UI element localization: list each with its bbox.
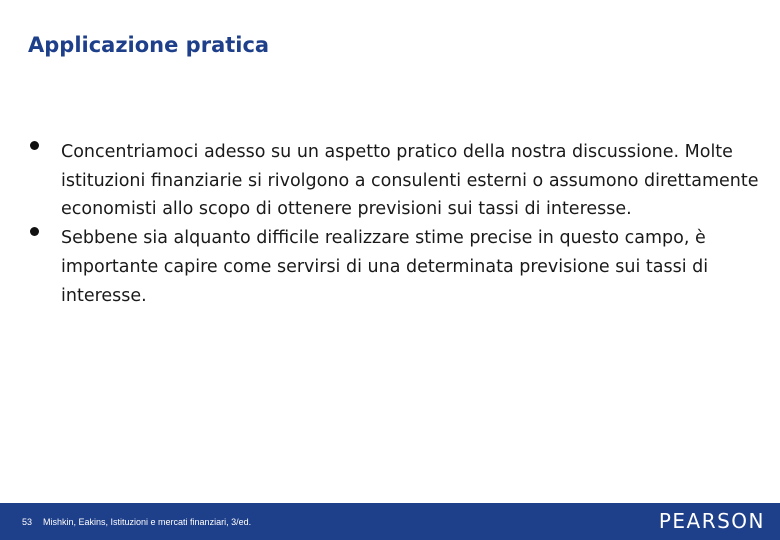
bullet-item	[30, 138, 760, 224]
pearson-logo: PEARSON	[658, 509, 765, 533]
bullet-dot-icon	[30, 227, 39, 236]
slide-title: Applicazione pratica	[28, 33, 270, 57]
footer-citation: Mishkin, Eakins, Istituzioni e mercati finanziari, 3/ed.	[43, 517, 252, 527]
footer-bar	[0, 503, 780, 540]
page-number: 53	[22, 517, 33, 527]
bullet-text: Concentriamoci adesso su un aspetto pratico della nostra discussione. Molte istituzioni finanziarie si rivolgono a consulenti esterni o assumono direttamente economisti allo scopo di ottenere previsioni sui tassi di interesse.	[61, 142, 759, 220]
bullet-text: Sebbene sia alquanto difficile realizzare stime precise in questo campo, è importante capire come servirsi di una determinata previsione sui tassi di interesse.	[61, 228, 709, 306]
bullet-dot-icon	[30, 141, 39, 150]
bullet-item	[30, 224, 760, 310]
bullet-list	[30, 138, 760, 310]
